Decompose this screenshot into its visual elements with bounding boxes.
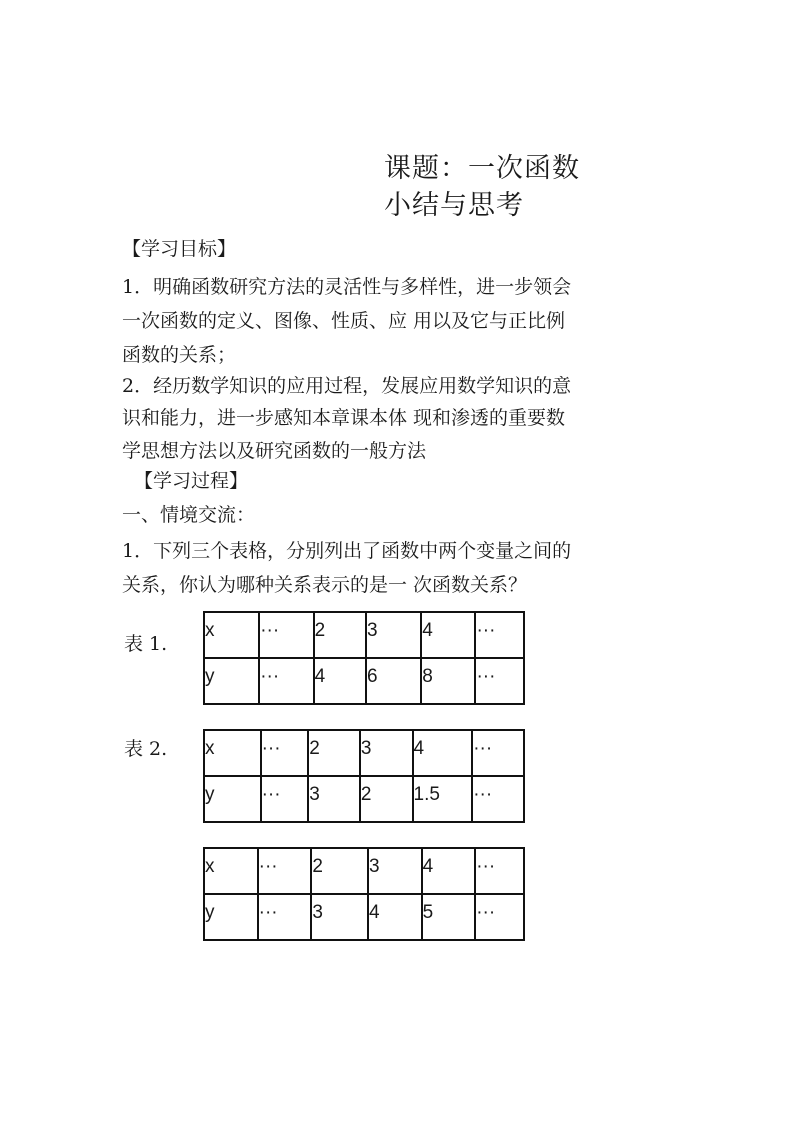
- table-cell: x: [204, 848, 258, 894]
- table-cell: 5: [422, 894, 476, 940]
- table-cell: 4: [422, 848, 476, 894]
- table-row: [204, 612, 524, 658]
- table1: [203, 611, 525, 705]
- table-row: [204, 894, 524, 940]
- page-title-line2: 小结与思考: [384, 190, 524, 221]
- table-cell: ···: [258, 848, 312, 894]
- table-cell: ···: [259, 658, 313, 704]
- table-cell: ···: [261, 730, 309, 776]
- section-heading-process: 【学习过程】: [134, 470, 249, 492]
- table-cell: x: [204, 730, 261, 776]
- goal1-line3: 函数的关系；: [122, 344, 237, 366]
- table-cell: y: [204, 776, 261, 822]
- table-cell: x: [204, 612, 259, 658]
- table-cell: ···: [475, 612, 524, 658]
- goal1-line2: 一次函数的定义、图像、性质、应 用以及它与正比例: [122, 310, 566, 332]
- table-cell: 2: [360, 776, 413, 822]
- question1-line2: 关系，你认为哪种关系表示的是一 次函数关系？: [122, 574, 528, 596]
- table2-label: 表 2.: [124, 738, 168, 760]
- table-cell: 3: [368, 848, 422, 894]
- subsection-heading: 一、情境交流：: [122, 504, 256, 526]
- table-cell: ···: [475, 848, 524, 894]
- table-cell: 2: [314, 612, 366, 658]
- goal1-line1: 1．明确函数研究方法的灵活性与多样性，进一步领会: [122, 276, 572, 298]
- table-cell: ···: [475, 894, 524, 940]
- table-cell: ···: [472, 776, 524, 822]
- table-cell: ···: [472, 730, 524, 776]
- section-heading-goals: 【学习目标】: [122, 238, 237, 260]
- table-cell: 4: [413, 730, 473, 776]
- goal2-line1: 2．经历数学知识的应用过程，发展应用数学知识的意: [122, 375, 572, 397]
- table-cell: 3: [308, 776, 360, 822]
- table2: [203, 729, 525, 823]
- table-cell: y: [204, 894, 258, 940]
- table-cell: 3: [311, 894, 368, 940]
- question1-line1: 1．下列三个表格，分别列出了函数中两个变量之间的: [122, 540, 572, 562]
- table-cell: 4: [368, 894, 422, 940]
- table-cell: ···: [259, 612, 313, 658]
- table-row: [204, 658, 524, 704]
- goal2-line3: 学思想方法以及研究函数的一般方法: [122, 440, 427, 462]
- table1-label: 表 1.: [124, 633, 168, 655]
- table-cell: y: [204, 658, 259, 704]
- table-cell: 2: [311, 848, 368, 894]
- table-cell: 8: [421, 658, 475, 704]
- table-cell: 6: [366, 658, 421, 704]
- goal2-line2: 识和能力，进一步感知本章课本体 现和渗透的重要数: [122, 407, 566, 429]
- table3: [203, 847, 525, 941]
- table-row: [204, 776, 524, 822]
- table-cell: ···: [261, 776, 309, 822]
- table-row: [204, 730, 524, 776]
- table-cell: 4: [421, 612, 475, 658]
- table-cell: ···: [258, 894, 312, 940]
- table-cell: 2: [308, 730, 360, 776]
- table-cell: 3: [366, 612, 421, 658]
- table-row: [204, 848, 524, 894]
- table-cell: ···: [475, 658, 524, 704]
- table-cell: 4: [314, 658, 366, 704]
- page-title-line1: 课题：一次函数: [384, 153, 580, 184]
- table-cell: 1.5: [413, 776, 473, 822]
- table-cell: 3: [360, 730, 413, 776]
